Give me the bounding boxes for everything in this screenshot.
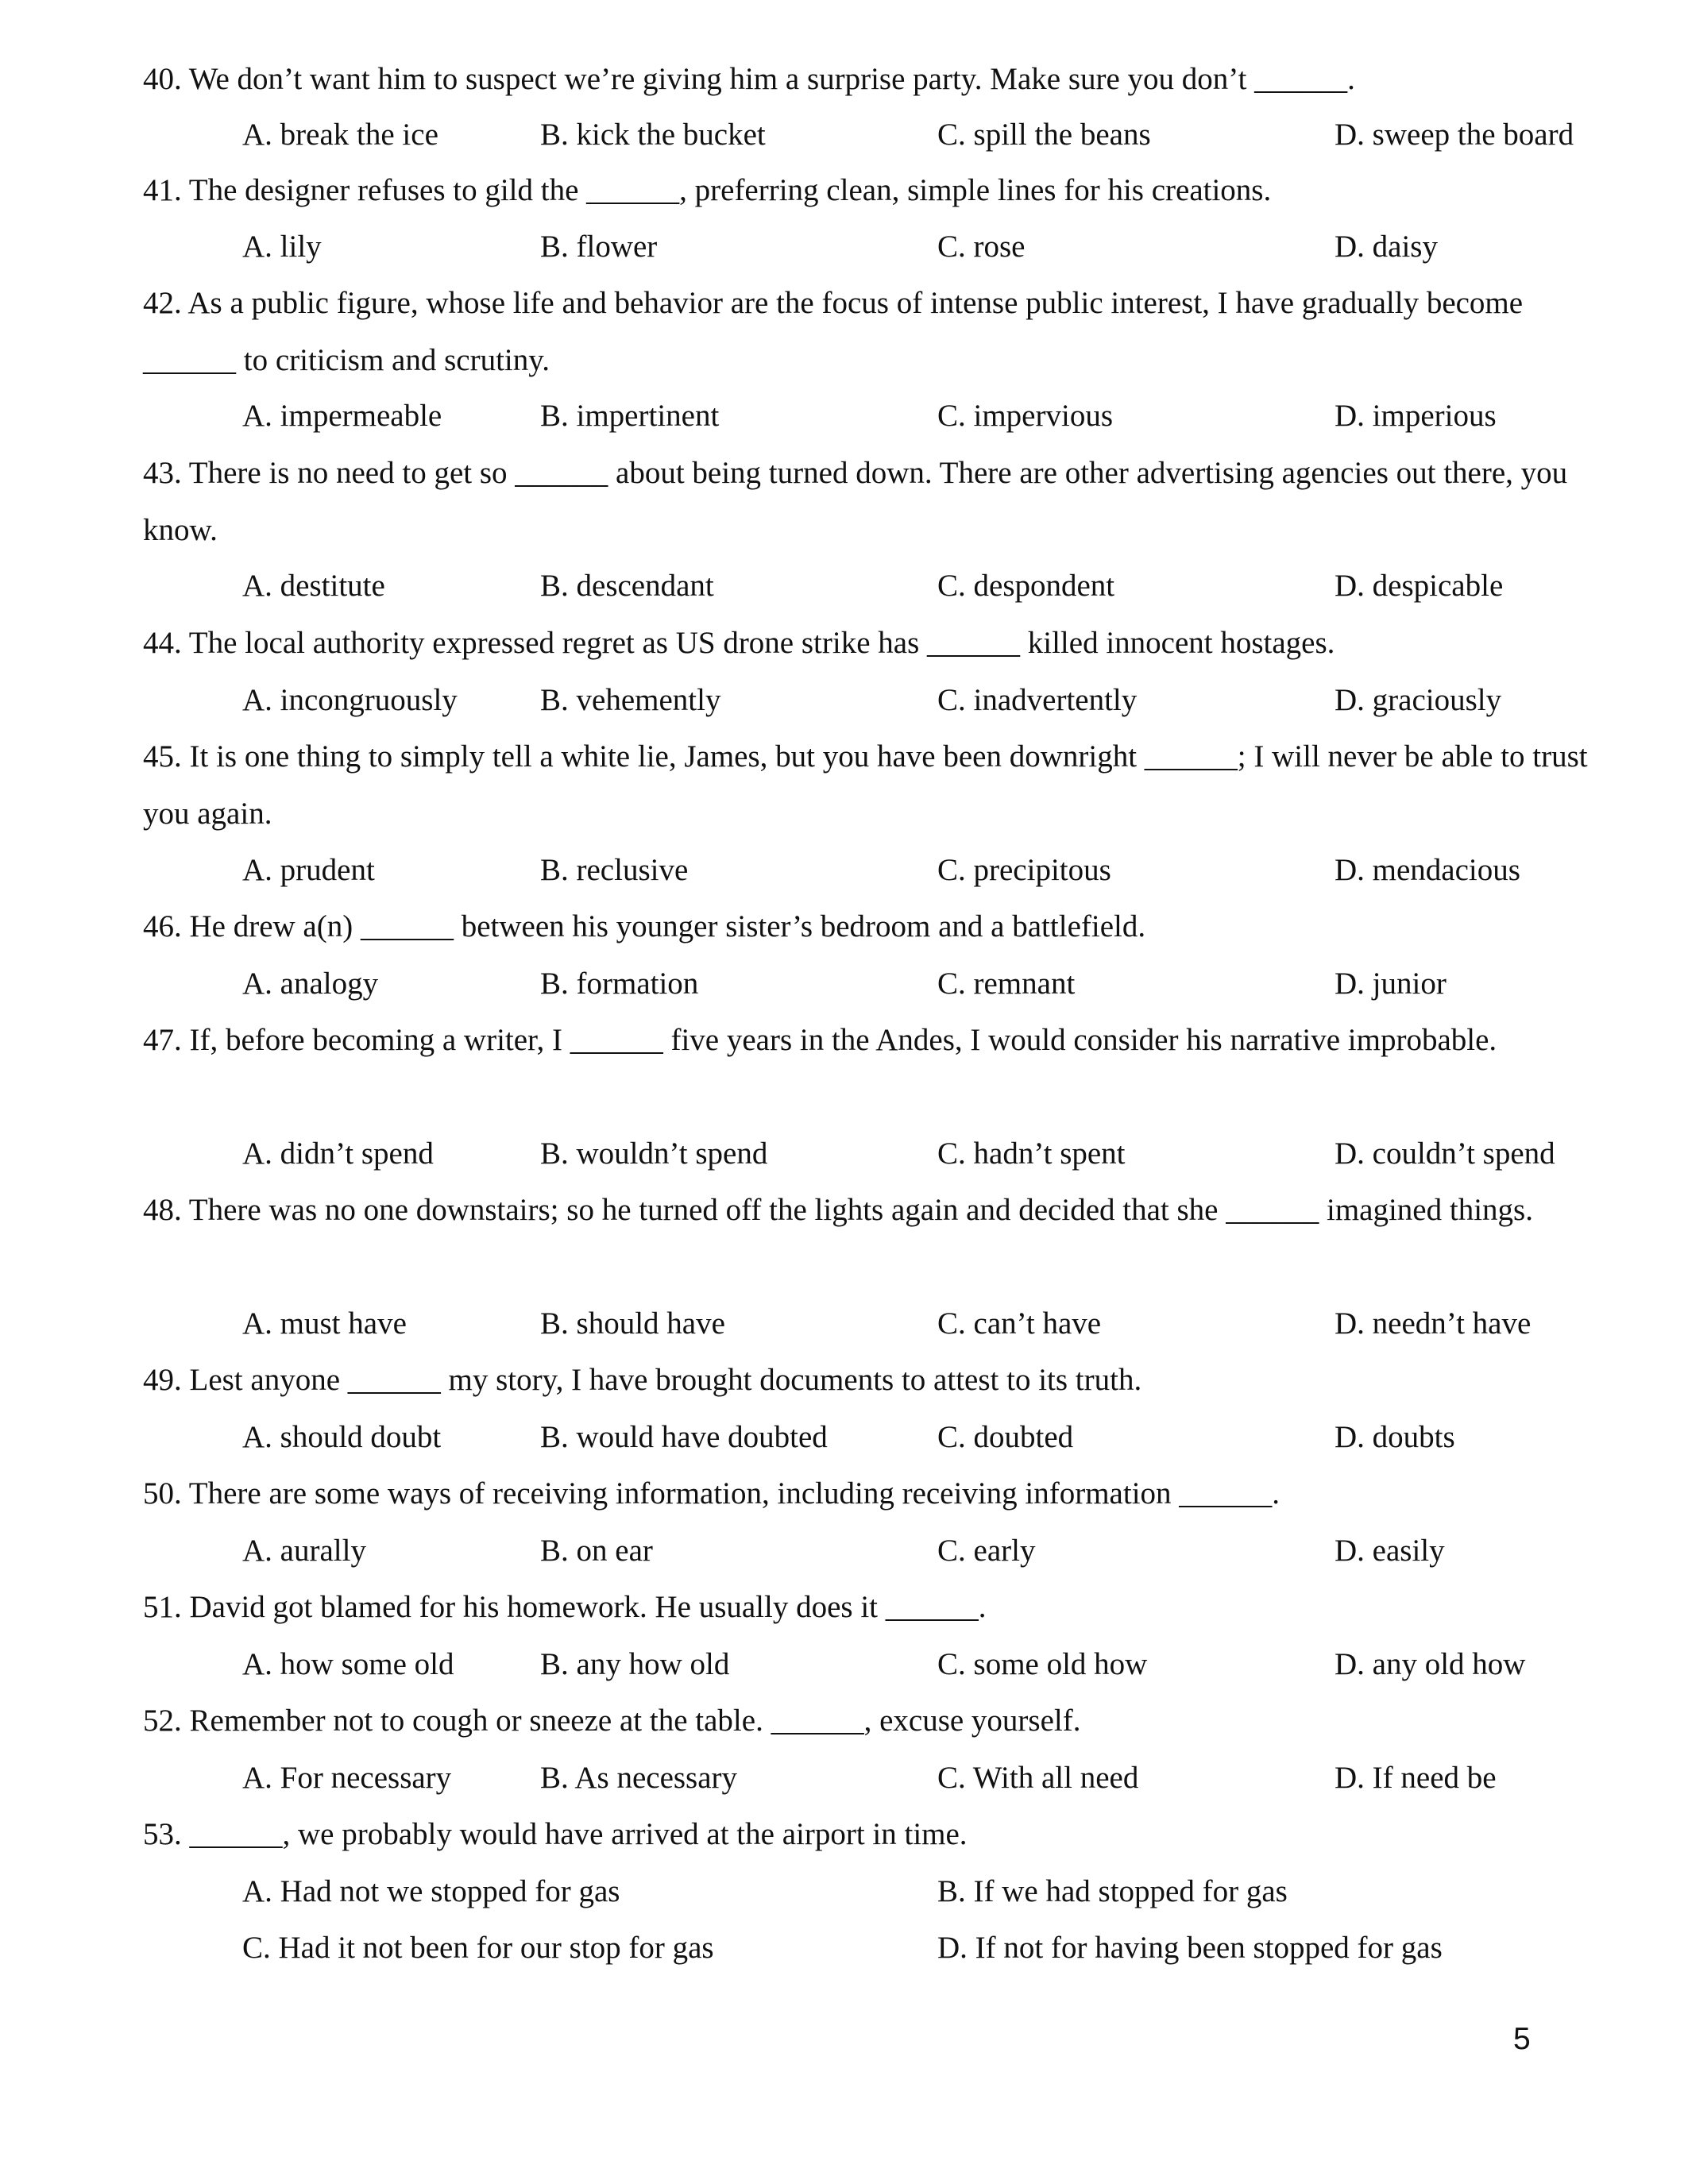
option-d: D. doubts [1335,1420,1455,1454]
question-53-options-row2 [242,1920,1609,1977]
option-b: B. flower [540,230,658,264]
question-48-stem: 48. There was no one downstairs; so he turned off the lights again and decided that she ______ imagined things. [143,1193,1533,1227]
option-c: C. With all need [937,1761,1139,1795]
option-c: C. impervious [937,399,1113,433]
option-b: B. formation [540,967,699,1001]
option-a: A. impermeable [242,399,442,433]
option-d: D. If not for having been stopped for gas [937,1931,1443,1965]
option-a: A. prudent [242,853,375,887]
page-number: 5 [1513,2022,1531,2056]
option-b: B. should have [540,1306,725,1341]
question-51-options [242,1636,1609,1693]
option-c: C. precipitous [937,853,1111,887]
question-41-stem: 41. The designer refuses to gild the ______, preferring clean, simple lines for his creations. [143,173,1272,207]
option-d: D. despicable [1335,569,1504,603]
question-42-stem: 42. As a public figure, whose life and behavior are the focus of intense public interest, I have gradually become ______ to criticism and scrutiny. [143,286,1524,377]
question-53-options-row1 [242,1863,1609,1920]
option-a: A. incongruously [242,683,458,717]
option-d: D. sweep the board [1335,118,1574,152]
option-d: D. mendacious [1335,853,1520,887]
option-d: D. any old how [1335,1647,1526,1681]
option-c: C. Had it not been for our stop for gas [242,1931,714,1965]
option-c: C. early [937,1534,1036,1568]
option-b: B. any how old [540,1647,730,1681]
option-b: B. would have doubted [540,1420,828,1454]
option-a: A. lily [242,230,322,264]
question-46-options [242,955,1609,1013]
question-51-stem: 51. David got blamed for his homework. He usually does it ______. [143,1590,987,1624]
question-46-stem: 46. He drew a(n) ______ between his younger sister’s bedroom and a battlefield. [143,909,1146,943]
option-a: A. Had not we stopped for gas [242,1874,620,1908]
option-d: D. needn’t have [1335,1306,1532,1341]
option-a: A. must have [242,1306,407,1341]
option-d: D. junior [1335,967,1447,1001]
option-c: C. spill the beans [937,118,1151,152]
question-47-options [242,1125,1609,1183]
question-50-stem: 50. There are some ways of receiving information, including receiving information ______. [143,1476,1280,1511]
option-c: C. despondent [937,569,1115,603]
question-52-options [242,1750,1609,1807]
question-41-options [242,218,1609,276]
option-c: C. doubted [937,1420,1074,1454]
option-c: C. can’t have [937,1306,1102,1341]
question-40-stem: 40. We don’t want him to suspect we’re giving him a surprise party. Make sure you don’t ______. [143,62,1355,96]
question-49-options [242,1409,1609,1466]
option-b: B. kick the bucket [540,118,766,152]
question-45-options [242,842,1609,899]
question-50-options [242,1522,1609,1580]
question-53-stem: 53. ______, we probably would have arrived at the airport in time. [143,1817,968,1851]
option-b: B. As necessary [540,1761,738,1795]
option-d: D. easily [1335,1534,1445,1568]
option-b: B. descendant [540,569,714,603]
option-a: A. break the ice [242,118,438,152]
question-42-options [242,388,1609,445]
question-49-stem: 49. Lest anyone ______ my story, I have brought documents to attest to its truth. [143,1363,1142,1397]
option-a: A. should doubt [242,1420,442,1454]
option-b: B. reclusive [540,853,689,887]
question-45-stem: 45. It is one thing to simply tell a white lie, James, but you have been downright ______; I will never be able to trust you again. [143,739,1588,831]
question-44-stem: 44. The local authority expressed regret as US drone strike has ______ killed innocent hostages. [143,626,1335,660]
question-40-options [242,106,1609,164]
option-a: A. analogy [242,967,379,1001]
option-a: A. destitute [242,569,385,603]
question-43-stem: 43. There is no need to get so ______ about being turned down. There are other advertising agencies out there, you know. [143,456,1568,547]
option-a: A. aurally [242,1534,366,1568]
option-a: A. didn’t spend [242,1136,434,1171]
option-d: D. If need be [1335,1761,1497,1795]
option-b: B. wouldn’t spend [540,1136,768,1171]
option-b: B. impertinent [540,399,720,433]
question-43-options [242,558,1609,615]
option-d: D. graciously [1335,683,1502,717]
option-b: B. on ear [540,1534,653,1568]
option-a: A. For necessary [242,1761,452,1795]
question-48-options [242,1295,1609,1352]
question-52-stem: 52. Remember not to cough or sneeze at the table. ______, excuse yourself. [143,1704,1081,1738]
option-c: C. remnant [937,967,1076,1001]
option-d: D. daisy [1335,230,1438,264]
option-b: B. If we had stopped for gas [937,1874,1288,1908]
option-b: B. vehemently [540,683,721,717]
option-a: A. how some old [242,1647,454,1681]
question-47-stem: 47. If, before becoming a writer, I ______ five years in the Andes, I would consider his narrative improbable. [143,1023,1497,1057]
option-d: D. imperious [1335,399,1497,433]
option-c: C. rose [937,230,1026,264]
question-44-options [242,672,1609,729]
option-d: D. couldn’t spend [1335,1136,1555,1171]
option-c: C. inadvertently [937,683,1138,717]
option-c: C. some old how [937,1647,1148,1681]
option-c: C. hadn’t spent [937,1136,1126,1171]
